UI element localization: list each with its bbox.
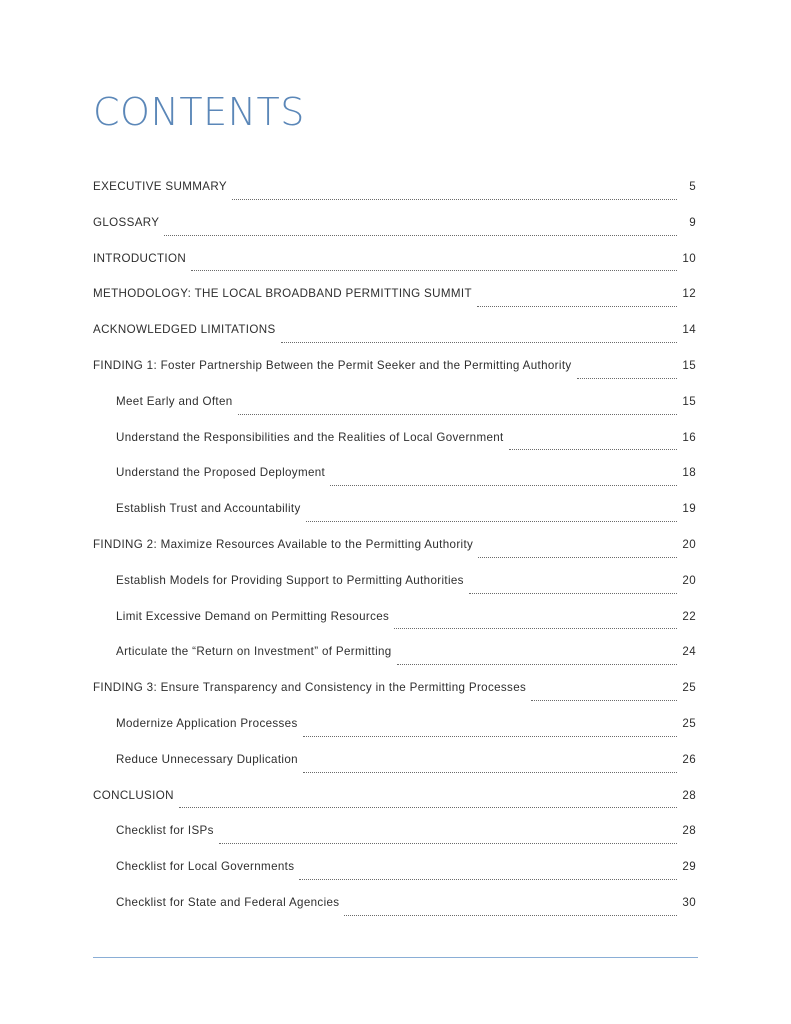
toc-dot-leader xyxy=(531,699,677,701)
toc-dot-leader xyxy=(469,592,677,594)
toc-entry-label: Meet Early and Often xyxy=(116,394,233,408)
toc-subentry-18[interactable] xyxy=(93,822,696,858)
toc-dot-leader xyxy=(478,556,677,558)
toc-subentry-20[interactable] xyxy=(93,894,696,930)
toc-subentry-13[interactable] xyxy=(93,643,696,679)
toc-entry-page-number: 19 xyxy=(682,502,696,516)
toc-entry-label: FINDING 2: Maximize Resources Available to the Permitting Authority xyxy=(93,537,474,551)
toc-dot-leader xyxy=(179,806,677,808)
toc-entry-label: FINDING 1: Foster Partnership Between the Permit Seeker and the Permitting Authority xyxy=(93,358,572,372)
toc-dot-leader xyxy=(477,305,677,307)
toc-entry-page-number: 24 xyxy=(682,645,696,659)
toc-entry-14[interactable] xyxy=(93,679,696,715)
toc-entry-label: INTRODUCTION xyxy=(93,251,187,265)
toc-dot-leader xyxy=(509,448,677,450)
toc-entry-page-number: 15 xyxy=(682,394,696,408)
toc-entry-page-number: 25 xyxy=(682,681,696,695)
toc-dot-leader xyxy=(394,627,677,629)
toc-dot-leader xyxy=(330,484,677,486)
toc-entry-page-number: 28 xyxy=(682,824,696,838)
toc-entry-label: Understand the Responsibilities and the Realities of Local Government xyxy=(116,430,504,444)
toc-dot-leader xyxy=(344,914,677,916)
toc-entry-label: Understand the Proposed Deployment xyxy=(116,466,326,480)
toc-entry-label: CONCLUSION xyxy=(93,788,174,802)
toc-dot-leader xyxy=(281,341,677,343)
toc-subentry-11[interactable] xyxy=(93,572,696,608)
toc-entry-page-number: 10 xyxy=(682,251,696,265)
toc-entry-3[interactable] xyxy=(93,285,696,321)
toc-entry-17[interactable] xyxy=(93,787,696,823)
toc-entry-label: Modernize Application Processes xyxy=(116,716,298,730)
toc-entry-1[interactable] xyxy=(93,214,696,250)
toc-entry-label: GLOSSARY xyxy=(93,215,160,229)
toc-entry-page-number: 22 xyxy=(682,609,696,623)
toc-entry-label: METHODOLOGY: THE LOCAL BROADBAND PERMITTING SUMMIT xyxy=(93,287,472,301)
toc-subentry-15[interactable] xyxy=(93,715,696,751)
toc-entry-4[interactable] xyxy=(93,321,696,357)
toc-entry-page-number: 16 xyxy=(682,430,696,444)
toc-entry-page-number: 20 xyxy=(682,573,696,587)
toc-dot-leader xyxy=(306,520,677,522)
toc-entry-label: Establish Trust and Accountability xyxy=(116,502,301,516)
toc-entry-page-number: 9 xyxy=(689,215,696,229)
toc-entry-page-number: 12 xyxy=(682,287,696,301)
toc-entry-label: Checklist for State and Federal Agencies xyxy=(116,895,340,909)
toc-entry-page-number: 18 xyxy=(682,466,696,480)
footer-divider xyxy=(93,957,698,958)
toc-entry-page-number: 20 xyxy=(682,537,696,551)
toc-subentry-16[interactable] xyxy=(93,751,696,787)
toc-entry-10[interactable] xyxy=(93,536,696,572)
toc-dot-leader xyxy=(299,878,677,880)
toc-entry-page-number: 15 xyxy=(682,358,696,372)
toc-entry-0[interactable] xyxy=(93,178,696,214)
toc-dot-leader xyxy=(191,269,677,271)
toc-dot-leader xyxy=(303,735,677,737)
toc-subentry-6[interactable] xyxy=(93,393,696,429)
toc-entry-label: Articulate the “Return on Investment” of Permitting xyxy=(116,645,392,659)
toc-dot-leader xyxy=(238,413,677,415)
toc-subentry-19[interactable] xyxy=(93,858,696,894)
toc-dot-leader xyxy=(164,234,677,236)
toc-subentry-8[interactable] xyxy=(93,464,696,500)
toc-dot-leader xyxy=(577,377,677,379)
toc-subentry-9[interactable] xyxy=(93,500,696,536)
toc-subentry-12[interactable] xyxy=(93,608,696,644)
toc-entry-label: ACKNOWLEDGED LIMITATIONS xyxy=(93,323,276,337)
toc-entry-label: Reduce Unnecessary Duplication xyxy=(116,752,298,766)
toc-entry-label: FINDING 3: Ensure Transparency and Consistency in the Permitting Processes xyxy=(93,681,527,695)
toc-entry-page-number: 30 xyxy=(682,895,696,909)
toc-dot-leader xyxy=(219,842,677,844)
toc-entry-label: Checklist for ISPs xyxy=(116,824,214,838)
toc-entry-page-number: 14 xyxy=(682,323,696,337)
toc-entry-label: Establish Models for Providing Support to Permitting Authorities xyxy=(116,573,464,587)
page-title: CONTENTS xyxy=(93,90,305,134)
toc-entry-page-number: 25 xyxy=(682,716,696,730)
toc-entry-page-number: 5 xyxy=(689,180,696,193)
toc-entry-5[interactable] xyxy=(93,357,696,393)
toc-dot-leader xyxy=(397,663,677,665)
toc-dot-leader xyxy=(232,198,677,200)
toc-dot-leader xyxy=(303,771,677,773)
toc-subentry-7[interactable] xyxy=(93,429,696,465)
toc-entry-label: Limit Excessive Demand on Permitting Resources xyxy=(116,609,390,623)
toc-entry-label: EXECUTIVE SUMMARY xyxy=(93,180,227,193)
toc-entry-page-number: 26 xyxy=(682,752,696,766)
toc-entry-page-number: 28 xyxy=(682,788,696,802)
toc-entry-page-number: 29 xyxy=(682,860,696,874)
toc-entry-2[interactable] xyxy=(93,250,696,286)
toc-entry-label: Checklist for Local Governments xyxy=(116,860,295,874)
table-of-contents xyxy=(93,178,696,930)
